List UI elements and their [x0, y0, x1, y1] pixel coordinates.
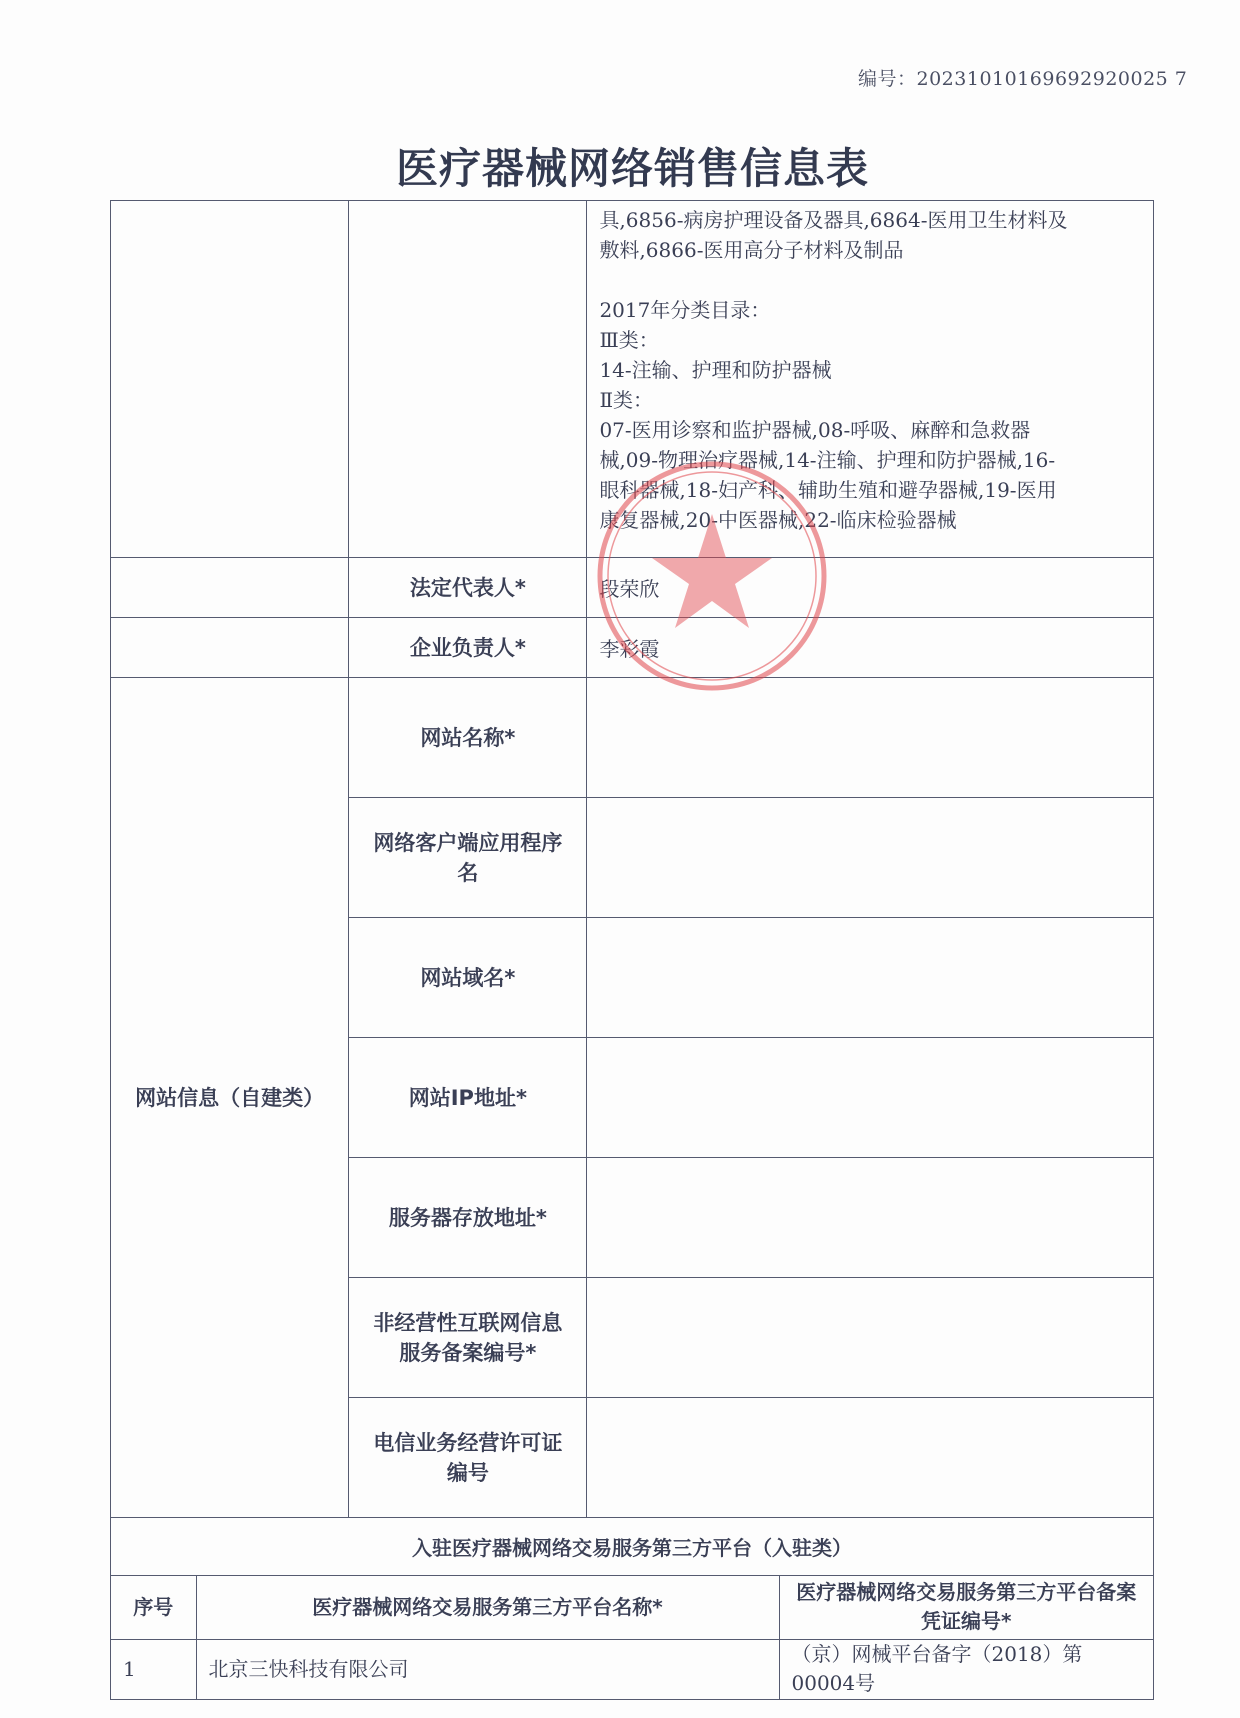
scope-line: Ⅲ类：: [599, 328, 659, 352]
website-row: [111, 678, 1154, 798]
legal-rep-row: [111, 558, 1154, 618]
website-name-label: 网站名称*: [349, 678, 587, 798]
scope-line: 康复器械,20-中医器械,22-临床检验器械: [599, 508, 957, 532]
scope-line: 械,09-物理治疗器械,14-注输、护理和防护器械,16-: [599, 448, 1056, 472]
manager-row: [111, 618, 1154, 678]
scope-content: [587, 201, 1154, 558]
scope-line: Ⅱ类：: [599, 388, 654, 412]
icp-filing-label: 非经营性互联网信息服务备案编号*: [349, 1278, 587, 1398]
scope-line: 敷料,6866-医用高分子材料及制品: [599, 238, 904, 262]
scope-line: 14-注输、护理和防护器械: [599, 358, 832, 382]
scope-line: 07-医用诊察和监护器械,08-呼吸、麻醉和急救器: [599, 418, 1031, 442]
legal-rep-value: 段荣欣: [587, 558, 1154, 618]
domain-label: 网站域名*: [349, 918, 587, 1038]
col-no-header: 序号: [111, 1575, 196, 1639]
scope-line: 2017年分类目录：: [599, 298, 771, 322]
client-app-label: 网络客户端应用程序名: [349, 798, 587, 918]
server-address-value: [587, 1158, 1154, 1278]
legal-rep-label: 法定代表人*: [349, 558, 587, 618]
col-name-header: 医疗器械网络交易服务第三方平台名称*: [196, 1575, 779, 1639]
telecom-license-label: 电信业务经营许可证编号: [349, 1398, 587, 1518]
domain-value: [587, 918, 1154, 1038]
platform-container: [111, 1518, 1154, 1700]
manager-value: 李彩霞: [587, 618, 1154, 678]
row-cert-number: （京）网械平台备字（2018）第00004号: [791, 1642, 1083, 1696]
website-name-value: [587, 678, 1154, 798]
serial-number: 编号：20231010169692920025 7: [858, 68, 1188, 90]
document-title: 医疗器械网络销售信息表: [395, 144, 869, 193]
platform-heading: 入驻医疗器械网络交易服务第三方平台（入驻类）: [111, 1518, 1153, 1575]
ip-label: 网站IP地址*: [349, 1038, 587, 1158]
platform-heading-row: [111, 1518, 1153, 1575]
scope-line: 具,6856-病房护理设备及器具,6864-医用卫生材料及: [599, 208, 1068, 232]
people-group-cell: [111, 558, 349, 618]
info-table: [110, 200, 1154, 1700]
manager-label: 企业负责人*: [349, 618, 587, 678]
server-address-label: 服务器存放地址*: [349, 1158, 587, 1278]
platform-data-row: [111, 1639, 1153, 1699]
telecom-license-value: [587, 1398, 1154, 1518]
scope-group-cell: [111, 201, 349, 558]
scope-label-cell: [349, 201, 587, 558]
row-no: 1: [111, 1639, 196, 1699]
client-app-value: [587, 798, 1154, 918]
website-group-label: 网站信息（自建类）: [111, 678, 349, 1518]
icp-filing-value: [587, 1278, 1154, 1398]
scope-row: [111, 201, 1154, 558]
ip-value: [587, 1038, 1154, 1158]
scope-line: [599, 265, 1143, 295]
col-cert-header: 医疗器械网络交易服务第三方平台备案凭证编号*: [779, 1575, 1153, 1639]
row-platform-name: 北京三快科技有限公司: [196, 1639, 779, 1699]
people-group-cell: [111, 618, 349, 678]
scope-line: 眼科器械,18-妇产科、辅助生殖和避孕器械,19-医用: [599, 478, 1057, 502]
platform-header-row: [111, 1575, 1153, 1639]
platform-table: [111, 1518, 1153, 1699]
platform-row: [111, 1518, 1154, 1700]
